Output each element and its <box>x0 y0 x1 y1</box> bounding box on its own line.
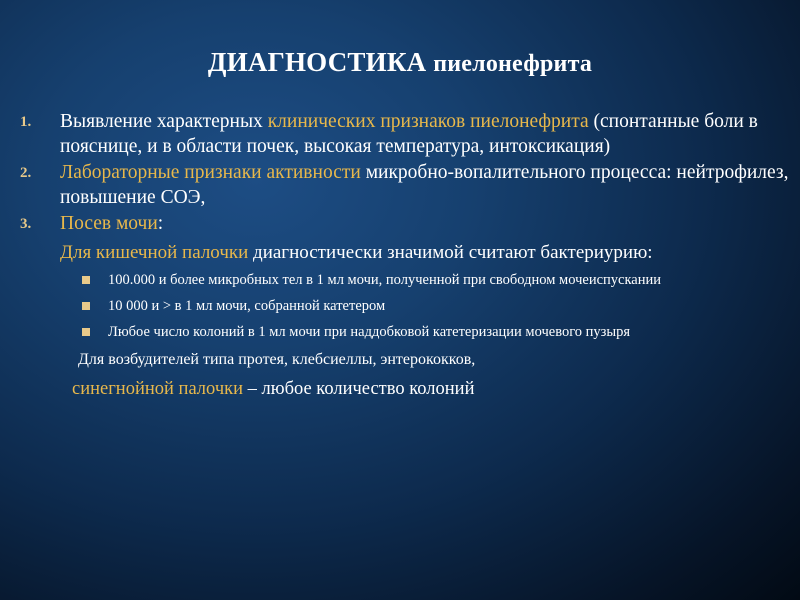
list-item-text-post: микробно-вопалительного процесса: нейтрофилез, повышение СОЭ, <box>60 162 789 208</box>
list-item-text-pre: Выявление характерных <box>60 111 268 132</box>
sub-list-item <box>82 323 792 342</box>
list-item <box>12 161 792 210</box>
page-title-main: ДИАГНОСТИКА <box>207 47 434 77</box>
sub-list-item-label: Любое число колоний в 1 мл мочи при наддобковой катетеризации мочевого пузыря <box>108 323 631 340</box>
list-item-number: 2. <box>20 165 32 182</box>
list-item-number: 3. <box>20 216 32 233</box>
slide-body <box>12 110 792 402</box>
page-title <box>0 47 800 78</box>
tail-line-2-text: – любое количество колоний <box>243 379 475 400</box>
sub-list <box>12 271 792 342</box>
list-item-number: 1. <box>20 114 32 130</box>
tail-line: Для возбудителей типа протея, клебсиеллы, энтерококков, <box>78 350 476 368</box>
square-bullet-icon <box>82 302 90 310</box>
list-item-text-highlight: клинических признаков пиелонефрита <box>267 111 589 132</box>
sub-list-item <box>82 271 792 290</box>
note-line <box>12 241 792 265</box>
tail-line-2-highlight: синегнойной палочки <box>72 379 244 400</box>
square-bullet-icon <box>82 328 90 336</box>
note-line-text: диагностически значимой считают бактериурию: <box>248 241 653 263</box>
list-item <box>12 212 792 237</box>
square-bullet-icon <box>82 276 90 284</box>
page-title-sub: пиелонефрита <box>433 51 593 77</box>
list-item-text-highlight: Посев мочи <box>60 213 158 235</box>
note-line-highlight: Для кишечной палочки <box>60 241 249 263</box>
sub-list-item-label: 10 000 и > в 1 мл мочи, собранной катетером <box>108 297 386 314</box>
list-item-text-post: (спонтанные боли в пояснице, и в области почек, высокая температура, интоксикация) <box>60 111 758 157</box>
sub-list-item <box>82 297 792 316</box>
sub-list-item-label: 100.000 и более микробных тел в 1 мл мочи, полученной при свободном мочеиспускании <box>108 272 662 289</box>
tail-line-2 <box>12 377 792 402</box>
list-item <box>12 110 792 159</box>
list-item-text-highlight: Лабораторные признаки активности <box>60 162 361 184</box>
list-item-text-post: : <box>157 213 164 235</box>
